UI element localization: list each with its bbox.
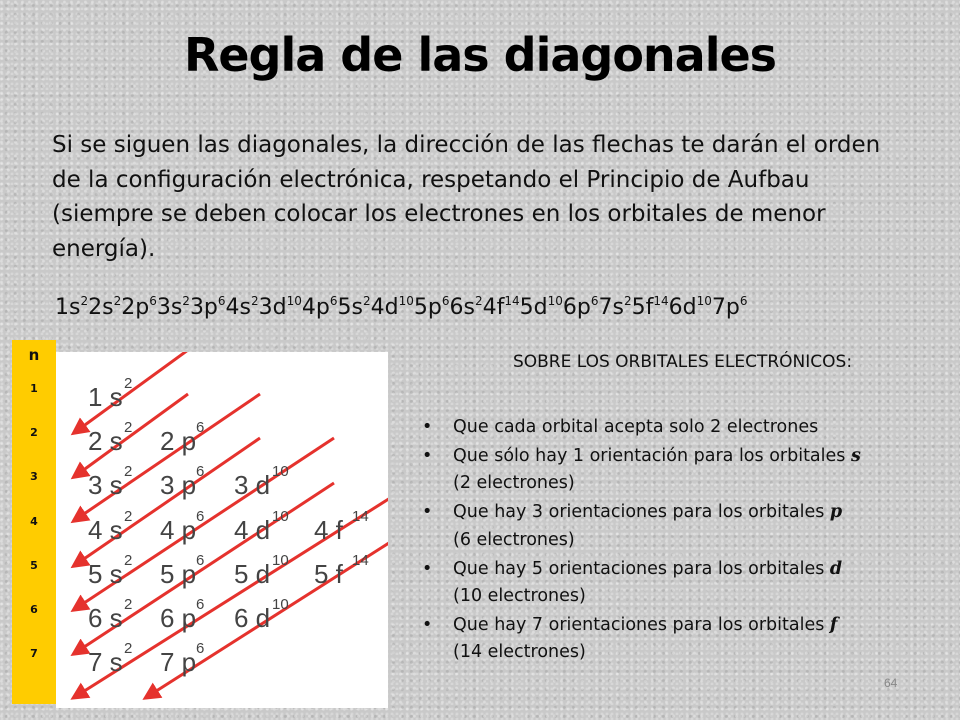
rule-note: (6 electrones)	[453, 529, 575, 550]
diagonal-arrows-svg	[56, 352, 388, 708]
orbital-electrons: 10	[272, 508, 289, 525]
config-orbital: 6p	[562, 295, 591, 320]
config-electrons: 2	[362, 294, 371, 308]
config-orbital: 2s	[88, 295, 114, 320]
config-term	[157, 295, 190, 320]
config-electrons: 6	[217, 294, 226, 308]
orbital-electrons: 6	[196, 640, 205, 657]
rule-item	[420, 443, 955, 497]
config-electrons: 2	[113, 294, 122, 308]
rule-orbital-letter: f	[829, 614, 838, 635]
orbital-label: 6 s	[88, 603, 123, 633]
orbital-label: 1 s	[88, 382, 123, 412]
page-number: 64	[884, 676, 898, 690]
section-title: SOBRE LOS ORBITALES ELECTRÓNICOS:	[512, 352, 853, 372]
config-orbital: 3p	[189, 295, 218, 320]
orbital-electrons: 6	[196, 463, 205, 480]
rule-item	[420, 612, 955, 666]
config-term	[483, 295, 520, 320]
orbital-electrons: 10	[272, 552, 289, 569]
config-term	[598, 295, 631, 320]
rule-note: (14 electrones)	[453, 642, 586, 662]
config-electrons: 2	[80, 294, 89, 308]
orbital-electrons: 6	[196, 596, 205, 613]
config-orbital: 1s	[55, 295, 81, 320]
config-electrons: 6	[329, 294, 338, 308]
config-term	[226, 295, 259, 320]
config-term	[259, 295, 302, 320]
orbital-label: 6 p	[160, 603, 197, 633]
orbital-label: 7 s	[88, 647, 123, 677]
rule-text: Que sólo hay 1 orientación para los orbitales	[453, 446, 846, 467]
rule-note: (2 electrones)	[453, 473, 575, 494]
config-term	[414, 295, 450, 320]
orbital-electrons: 10	[272, 463, 289, 480]
electron-configuration	[55, 294, 945, 320]
orbital-electrons: 14	[352, 508, 369, 525]
orbital-electrons: 2	[124, 419, 133, 436]
orbital-electrons: 2	[124, 375, 133, 392]
orbital-rules-list	[420, 414, 955, 668]
config-term	[712, 295, 748, 320]
orbital-electrons: 6	[196, 419, 205, 436]
orbital-electrons: 6	[196, 508, 205, 525]
rule-text: Que hay 5 orientaciones para los orbitales	[453, 558, 825, 579]
config-term	[55, 295, 88, 320]
config-term	[449, 295, 482, 320]
level-value: 4	[30, 515, 38, 528]
config-electrons: 6	[739, 294, 748, 308]
config-orbital: 4s	[225, 295, 252, 320]
config-orbital: 5f	[631, 295, 654, 320]
config-orbital: 3s	[156, 295, 183, 320]
level-value: 3	[30, 470, 38, 483]
config-term	[121, 295, 157, 320]
rule-item	[420, 556, 955, 610]
intro-paragraph: Si se siguen las diagonales, la dirección de las flechas te darán el orden de la configuración electrónica, respetando el Principio de Aufbau (siempre se deben colocar los electrones en los orbitales de menor energía).	[52, 132, 881, 262]
level-value: 6	[30, 603, 38, 616]
rule-orbital-letter: d	[829, 558, 843, 579]
orbital-electrons: 2	[124, 463, 133, 480]
orbital-label: 5 d	[234, 559, 271, 589]
config-electrons: 10	[696, 294, 712, 308]
config-orbital: 6s	[449, 295, 475, 320]
level-value: 5	[30, 559, 38, 572]
rule-text: Que cada orbital acepta solo 2 electrones	[453, 417, 819, 437]
orbital-label: 4 f	[314, 515, 343, 545]
orbital-label: 7 p	[160, 647, 197, 677]
config-orbital: 5p	[413, 295, 442, 320]
rule-item	[420, 414, 955, 441]
orbital-label: 6 d	[234, 603, 271, 633]
config-electrons: 2	[623, 294, 632, 308]
orbital-label: 3 d	[234, 470, 271, 500]
energy-level-column	[12, 340, 56, 704]
config-term	[302, 295, 338, 320]
config-term	[632, 295, 669, 320]
config-term	[88, 295, 121, 320]
orbital-electrons: 10	[272, 596, 289, 613]
orbital-label: 2 p	[160, 426, 197, 456]
rule-orbital-letter: p	[829, 502, 843, 523]
config-term	[371, 295, 414, 320]
rule-note: (10 electrones)	[453, 585, 586, 606]
config-electrons: 6	[441, 294, 450, 308]
config-orbital: 2p	[121, 295, 150, 320]
config-term	[669, 295, 712, 320]
config-electrons: 2	[182, 294, 190, 308]
config-orbital: 3d	[258, 295, 287, 320]
orbital-label: 4 p	[160, 515, 197, 545]
config-orbital: 6d	[668, 295, 697, 320]
config-orbital: 5s	[337, 295, 363, 320]
config-electrons: 14	[653, 294, 669, 308]
config-term	[520, 295, 563, 320]
config-electrons: 10	[286, 294, 302, 308]
orbital-label: 5 s	[88, 559, 123, 589]
config-electrons: 6	[149, 294, 157, 308]
orbital-electrons: 2	[124, 552, 133, 569]
orbital-electrons: 2	[124, 508, 133, 525]
level-value: 7	[30, 647, 38, 660]
rule-text: Que hay 3 orientaciones para los orbitales	[453, 502, 825, 523]
config-electrons: 14	[504, 294, 520, 308]
rule-orbital-letter: s	[850, 446, 861, 467]
config-electrons: 10	[547, 294, 563, 308]
orbital-electrons: 2	[124, 596, 133, 613]
config-term	[190, 295, 226, 320]
orbital-electrons: 2	[124, 640, 133, 657]
rule-item	[420, 499, 955, 553]
config-orbital: 7p	[711, 295, 740, 320]
config-orbital: 4p	[301, 295, 330, 320]
config-orbital: 5d	[519, 295, 548, 320]
orbital-electrons: 6	[196, 552, 205, 569]
orbital-label: 2 s	[88, 426, 123, 456]
config-orbital: 7s	[598, 295, 624, 320]
level-header: n	[28, 346, 40, 364]
level-value: 2	[30, 426, 38, 439]
orbital-label: 5 f	[314, 559, 343, 589]
config-electrons: 6	[590, 294, 599, 308]
config-term	[563, 295, 599, 320]
slide-title: Regla de las diagonales	[183, 28, 777, 82]
orbital-label: 4 s	[88, 515, 123, 545]
level-value: 1	[30, 382, 38, 395]
config-electrons: 2	[251, 294, 259, 308]
config-electrons: 10	[398, 294, 414, 308]
orbital-label: 5 p	[160, 559, 197, 589]
config-electrons: 2	[474, 294, 483, 308]
orbital-label: 3 p	[160, 470, 197, 500]
orbital-label: 3 s	[88, 470, 123, 500]
config-orbital: 4f	[482, 295, 505, 320]
orbital-electrons: 14	[352, 552, 369, 569]
rule-text: Que hay 7 orientaciones para los orbitales	[453, 614, 825, 635]
orbital-label: 4 d	[234, 515, 271, 545]
config-orbital: 4d	[370, 295, 399, 320]
diagonal-rule-diagram	[56, 352, 388, 708]
config-term	[338, 295, 371, 320]
